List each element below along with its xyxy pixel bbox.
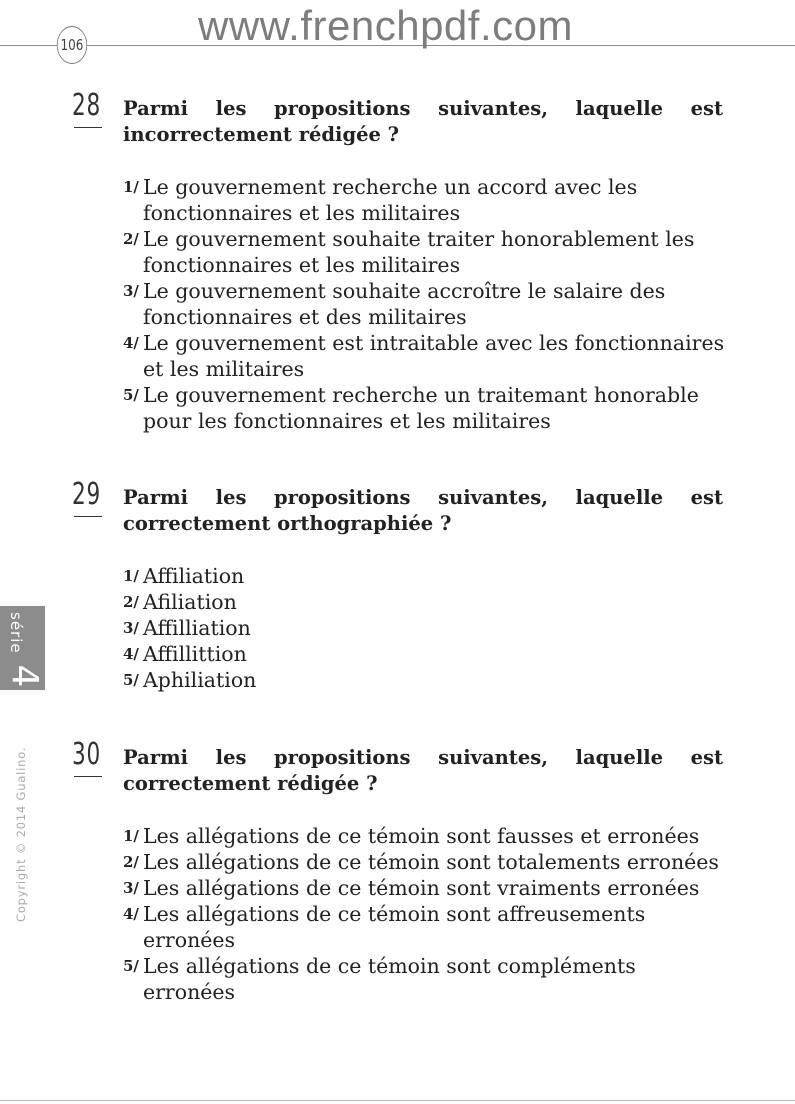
option-number: 5/ bbox=[123, 671, 139, 689]
option-item bbox=[123, 615, 733, 641]
option-item bbox=[123, 875, 733, 901]
option-text: Affillittion bbox=[143, 642, 247, 666]
option-item bbox=[123, 953, 733, 1005]
option-number: 5/ bbox=[123, 957, 139, 975]
option-item bbox=[123, 849, 733, 875]
site-watermark: www.frenchpdf.com bbox=[198, 2, 573, 49]
option-number: 5/ bbox=[123, 386, 139, 404]
option-text: Le gouvernement est intraitable avec les fonctionnaires et les militaires bbox=[143, 331, 725, 381]
option-list bbox=[123, 563, 733, 693]
option-text: Les allégations de ce témoin sont affreusements erronées bbox=[143, 902, 646, 952]
option-item bbox=[123, 667, 733, 693]
question-number: 28 bbox=[72, 88, 101, 123]
question-prompt: Parmi les propositions suivantes, laquelle est incorrectement rédigée ? bbox=[123, 97, 723, 146]
option-text: Le gouvernement souhaite accroître le salaire des fonctionnaires et des militaires bbox=[143, 279, 666, 329]
question-number: 29 bbox=[72, 477, 101, 512]
question-number: 30 bbox=[72, 737, 101, 772]
series-number: 4 bbox=[4, 664, 45, 688]
option-number: 1/ bbox=[123, 567, 139, 585]
copyright-notice: Copyright © 2014 Gualino. bbox=[14, 746, 28, 922]
option-number: 1/ bbox=[123, 827, 139, 845]
option-text: Le gouvernement souhaite traiter honorablement les fonctionnaires et les militaires bbox=[143, 227, 695, 277]
option-number: 4/ bbox=[123, 645, 139, 663]
option-text: Le gouvernement recherche un accord avec les fonctionnaires et les militaires bbox=[143, 175, 638, 225]
option-text: Le gouvernement recherche un traitemant honorable pour les fonctionnaires et les militaires bbox=[143, 383, 699, 433]
option-text: Les allégations de ce témoin sont vraiments erronées bbox=[143, 876, 700, 900]
option-item bbox=[123, 563, 733, 589]
option-number: 2/ bbox=[123, 853, 139, 871]
series-label: série bbox=[7, 612, 25, 654]
option-number: 4/ bbox=[123, 334, 139, 352]
option-text: Aphiliation bbox=[143, 668, 257, 692]
option-item bbox=[123, 226, 733, 278]
option-text: Affiliation bbox=[143, 564, 245, 588]
option-item bbox=[123, 174, 733, 226]
option-text: Les allégations de ce témoin sont fausses et erronées bbox=[143, 824, 700, 848]
question-prompt: Parmi les propositions suivantes, laquelle est correctement orthographiée ? bbox=[123, 486, 723, 535]
option-list bbox=[123, 823, 733, 1005]
option-item bbox=[123, 330, 733, 382]
question-number-underline bbox=[74, 516, 102, 517]
option-text: Afiliation bbox=[143, 590, 237, 614]
option-number: 1/ bbox=[123, 178, 139, 196]
option-number: 3/ bbox=[123, 879, 139, 897]
option-text: Affilliation bbox=[143, 616, 251, 640]
question-prompt: Parmi les propositions suivantes, laquelle est correctement rédigée ? bbox=[123, 746, 723, 795]
option-number: 2/ bbox=[123, 593, 139, 611]
option-number: 3/ bbox=[123, 619, 139, 637]
footer-rule bbox=[0, 1100, 795, 1101]
question-number-underline bbox=[74, 776, 102, 777]
option-item bbox=[123, 278, 733, 330]
option-text: Les allégations de ce témoin sont totalements erronées bbox=[143, 850, 719, 874]
option-number: 3/ bbox=[123, 282, 139, 300]
page-number: 106 bbox=[57, 26, 87, 64]
option-list bbox=[123, 174, 733, 434]
option-item bbox=[123, 823, 733, 849]
question-number-underline bbox=[74, 127, 102, 128]
option-item bbox=[123, 901, 733, 953]
option-item bbox=[123, 382, 733, 434]
option-item bbox=[123, 641, 733, 667]
option-number: 2/ bbox=[123, 230, 139, 248]
option-number: 4/ bbox=[123, 905, 139, 923]
option-item bbox=[123, 589, 733, 615]
option-text: Les allégations de ce témoin sont compléments erronées bbox=[143, 954, 636, 1004]
